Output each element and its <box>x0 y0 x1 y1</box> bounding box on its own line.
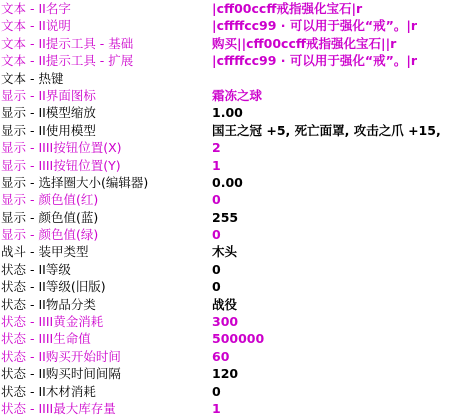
property-row[interactable] <box>0 365 474 382</box>
property-key: 文本 - II提示工具 - 基础 <box>1 35 134 51</box>
property-value: 0 <box>212 383 221 399</box>
property-key: 状态 - II购买开始时间 <box>1 348 121 364</box>
property-key: 状态 - IIII生命值 <box>1 331 91 347</box>
property-value: 1 <box>212 157 221 173</box>
property-row[interactable] <box>0 348 474 365</box>
property-value: |cff00ccff戒指强化宝石|r <box>212 1 363 16</box>
property-value: |cffffcc99 · 可以用于强化“戒”。|r <box>212 18 418 34</box>
property-value: 255 <box>212 209 239 225</box>
property-value: 300 <box>212 314 239 330</box>
property-row[interactable] <box>0 191 474 208</box>
property-row[interactable] <box>0 383 474 400</box>
property-value: |cffffcc99 · 可以用于强化“戒”。|r <box>212 53 418 69</box>
property-key: 文本 - 热键 <box>1 70 64 86</box>
property-row[interactable] <box>0 157 474 174</box>
property-value: 0 <box>212 192 221 208</box>
property-key: 文本 - II提示工具 - 扩展 <box>1 53 134 69</box>
property-value: 国王之冠 +5, 死亡面罩, 攻击之爪 +15, <box>212 122 441 138</box>
property-key: 状态 - II等级(旧版) <box>1 279 106 295</box>
property-key: 显示 - II界面图标 <box>1 87 96 103</box>
property-value: 木头 <box>212 244 238 260</box>
property-row[interactable] <box>0 122 474 139</box>
property-key: 状态 - II购买时间间隔 <box>1 366 121 382</box>
property-value: 0.00 <box>212 174 243 190</box>
property-value: 0 <box>212 227 221 243</box>
property-key: 文本 - II说明 <box>1 18 71 34</box>
property-row[interactable] <box>0 330 474 347</box>
property-row[interactable] <box>0 174 474 191</box>
property-key: 显示 - 选择圈大小(编辑器) <box>1 174 149 190</box>
property-value: 120 <box>212 366 239 382</box>
property-row[interactable] <box>0 17 474 34</box>
property-row[interactable] <box>0 52 474 69</box>
property-value: 0 <box>212 279 221 295</box>
property-value: 购买||cff00ccff戒指强化宝石||r <box>212 35 397 51</box>
property-value: 500000 <box>212 331 265 347</box>
property-value: 0 <box>212 261 221 277</box>
property-row[interactable] <box>0 87 474 104</box>
property-row[interactable] <box>0 139 474 156</box>
property-value: 60 <box>212 348 230 364</box>
property-key: 文本 - II名字 <box>1 1 71 16</box>
property-row[interactable] <box>0 400 474 417</box>
property-row[interactable] <box>0 313 474 330</box>
property-key: 显示 - 颜色值(绿) <box>1 227 99 243</box>
property-key: 状态 - II木材消耗 <box>1 383 96 399</box>
property-value: 1.00 <box>212 105 243 121</box>
property-row[interactable] <box>0 104 474 121</box>
property-row[interactable] <box>0 261 474 278</box>
property-row[interactable] <box>0 35 474 52</box>
property-key: 显示 - 颜色值(蓝) <box>1 209 99 225</box>
property-value: 1 <box>212 400 221 416</box>
property-key: 状态 - IIII最大库存量 <box>1 400 116 416</box>
property-key: 状态 - II等级 <box>1 261 71 277</box>
property-key: 战斗 - 装甲类型 <box>1 244 89 260</box>
property-key: 显示 - II使用模型 <box>1 122 96 138</box>
property-value: 战役 <box>212 296 238 312</box>
property-row[interactable] <box>0 278 474 295</box>
property-row[interactable] <box>0 209 474 226</box>
property-row[interactable] <box>0 226 474 243</box>
property-key: 显示 - IIII按钮位置(Y) <box>1 157 121 173</box>
property-key: 状态 - IIII黄金消耗 <box>1 314 104 330</box>
property-row[interactable] <box>0 243 474 260</box>
property-value: 2 <box>212 140 221 156</box>
property-value: 霜冻之球 <box>212 87 263 103</box>
property-key: 显示 - II模型缩放 <box>1 105 96 121</box>
property-key: 显示 - IIII按钮位置(X) <box>1 140 122 156</box>
property-key: 显示 - 颜色值(红) <box>1 192 99 208</box>
property-row[interactable] <box>0 70 474 87</box>
property-key: 状态 - II物品分类 <box>1 296 96 312</box>
property-row[interactable] <box>0 0 474 17</box>
property-row[interactable] <box>0 296 474 313</box>
